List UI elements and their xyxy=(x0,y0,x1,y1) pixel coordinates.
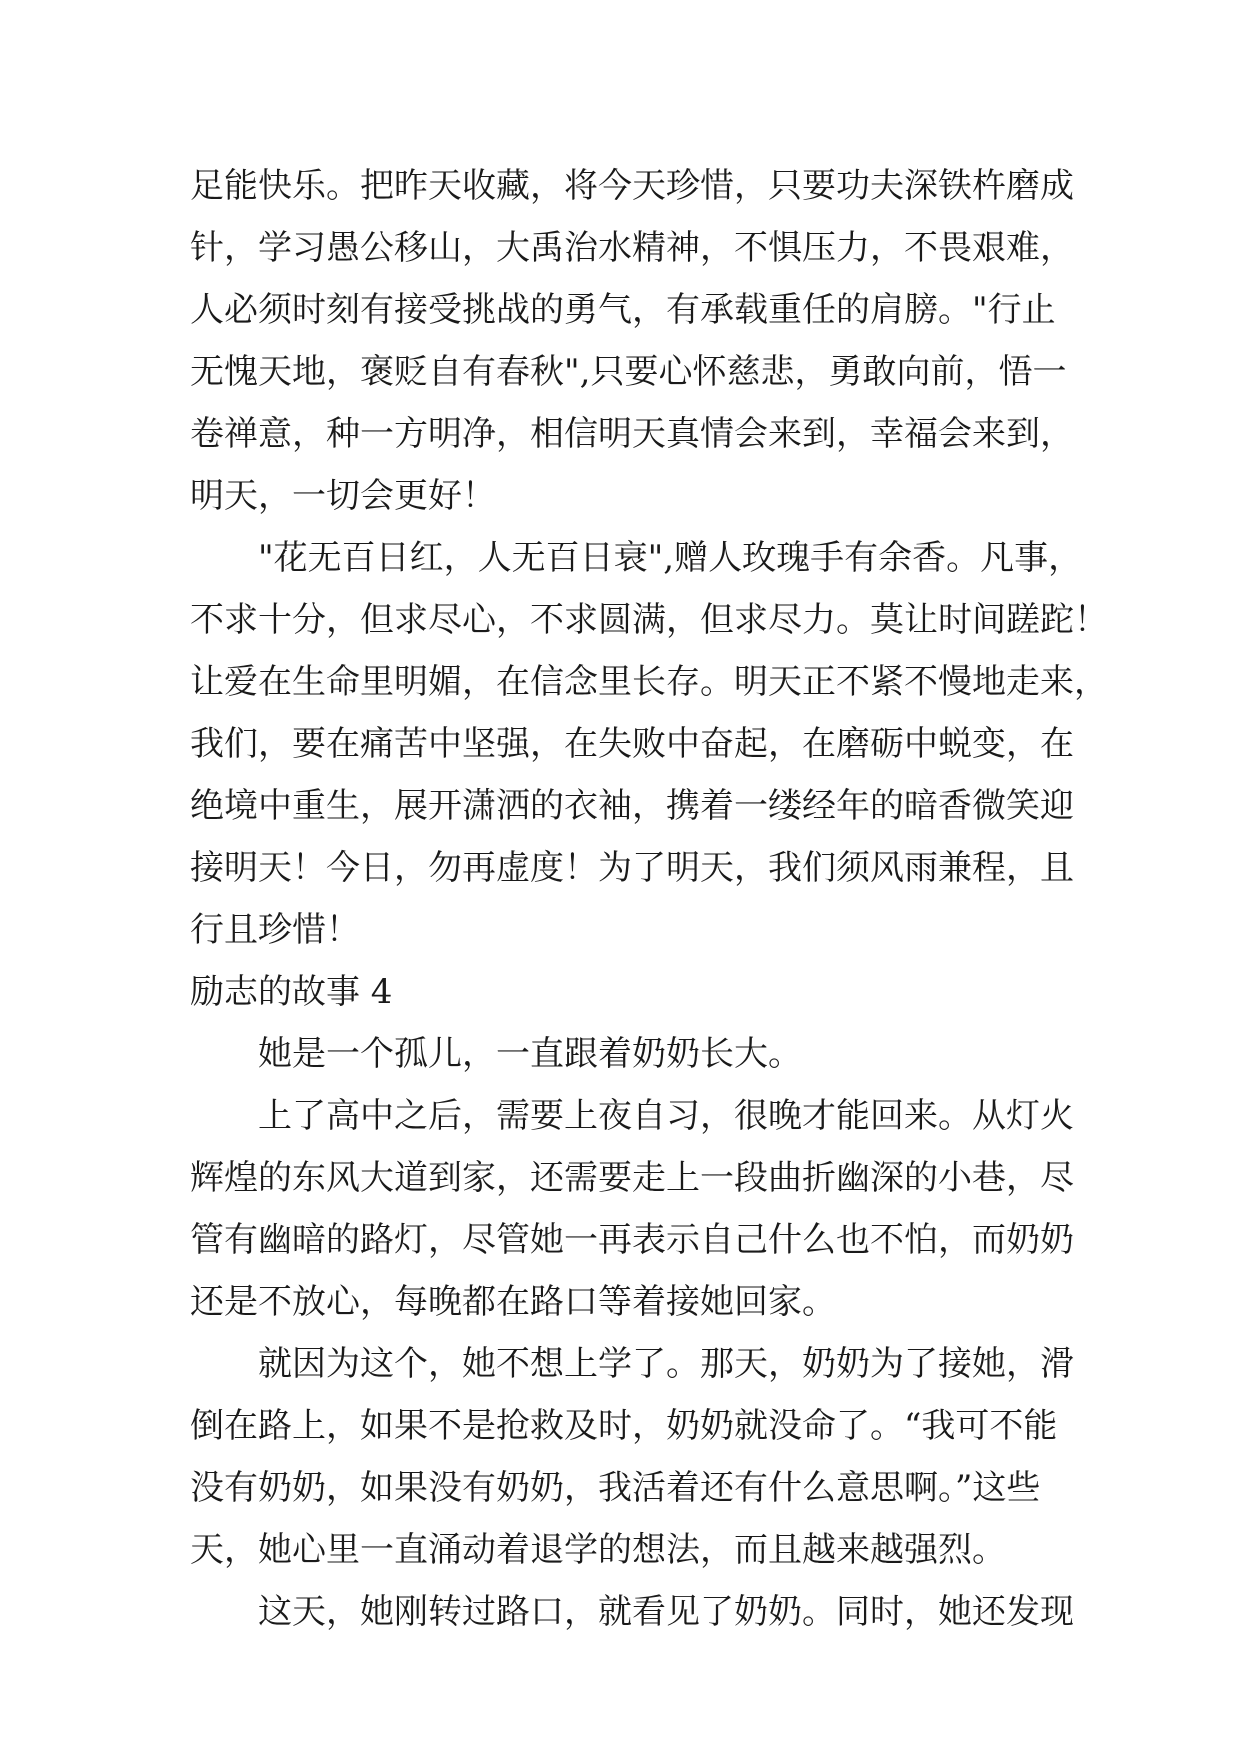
document-body xyxy=(190,155,1108,1643)
text-line: 这天，她刚转过路口，就看见了奶奶。同时，她还发现 xyxy=(258,1592,1074,1632)
text-line: "花无百日红，人无百日衰",赠人玫瑰手有余香。凡事， xyxy=(258,538,1083,578)
text-line: 人必须时刻有接受挑战的勇气，有承载重任的肩膀。"行止 xyxy=(190,290,1056,330)
text-line: 管有幽暗的路灯，尽管她一再表示自己什么也不怕，而奶奶 xyxy=(190,1220,1074,1260)
text-line: 足能快乐。把昨天收藏，将今天珍惜，只要功夫深铁杵磨成 xyxy=(190,166,1074,206)
text-line: 卷禅意，种一方明净，相信明天真情会来到，幸福会来到， xyxy=(190,414,1074,454)
text-line: 没有奶奶，如果没有奶奶，我活着还有什么意思啊。”这些 xyxy=(190,1468,1041,1508)
text-line: 辉煌的东风大道到家，还需要走上一段曲折幽深的小巷，尽 xyxy=(190,1158,1074,1198)
text-line: 针，学习愚公移山，大禹治水精神，不惧压力，不畏艰难， xyxy=(190,228,1074,268)
text-line: 上了高中之后，需要上夜自习，很晚才能回来。从灯火 xyxy=(258,1096,1074,1136)
text-line: 行且珍惜！ xyxy=(190,910,360,950)
text-line: 我们，要在痛苦中坚强，在失败中奋起，在磨砺中蜕变，在 xyxy=(190,724,1074,764)
text-line: 倒在路上，如果不是抢救及时，奶奶就没命了。“我可不能 xyxy=(190,1406,1058,1446)
section-heading: 励志的故事 4 xyxy=(190,972,393,1012)
text-line: 明天，一切会更好！ xyxy=(190,476,496,516)
text-line: 让爱在生命里明媚，在信念里长存。明天正不紧不慢地走来， xyxy=(190,662,1108,702)
text-line: 就因为这个，她不想上学了。那天，奶奶为了接她，滑 xyxy=(258,1344,1074,1384)
text-line: 绝境中重生，展开潇洒的衣袖，携着一缕经年的暗香微笑迎 xyxy=(190,786,1074,826)
text-line: 还是不放心，每晚都在路口等着接她回家。 xyxy=(190,1282,836,1322)
text-line: 无愧天地，褒贬自有春秋",只要心怀慈悲，勇敢向前，悟一 xyxy=(190,352,1067,392)
text-line: 天，她心里一直涌动着退学的想法，而且越来越强烈。 xyxy=(190,1530,1006,1570)
text-line: 接明天！今日，勿再虚度！为了明天，我们须风雨兼程，且 xyxy=(190,848,1074,888)
text-line: 不求十分，但求尽心，不求圆满，但求尽力。莫让时间蹉跎！ xyxy=(190,600,1108,640)
text-line: 她是一个孤儿，一直跟着奶奶长大。 xyxy=(258,1034,802,1074)
